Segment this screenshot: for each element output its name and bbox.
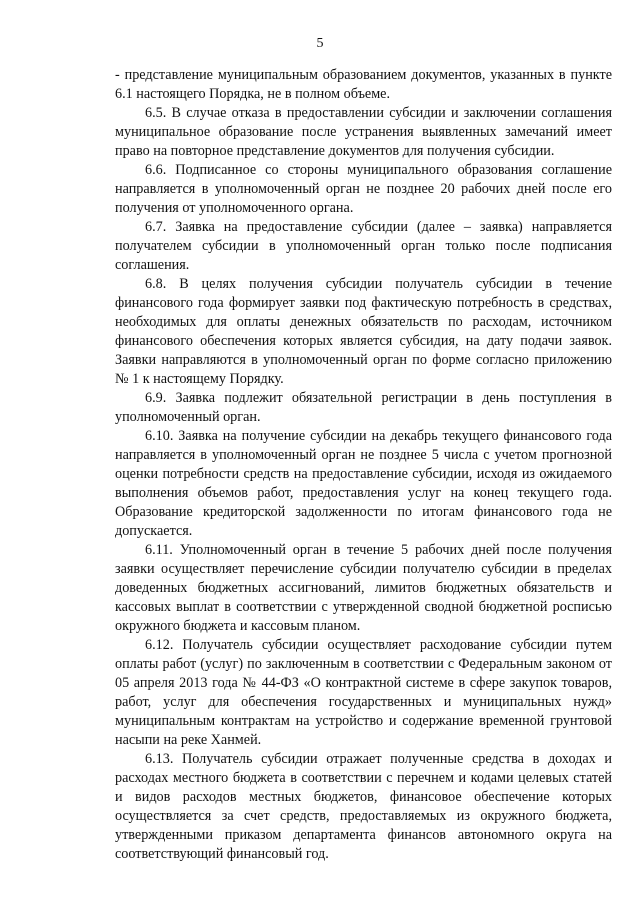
paragraph-6-12: 6.12. Получатель субсидии осуществляет расходование субсидии путем оплаты работ (услуг) по заключенным в соответствии с Федеральным законом от 05 апреля 2013 года № 44-ФЗ «О контрактной системе в сфере закупок товаров, работ, услуг для обеспечения государственных и муниципальных нужд» муниципальным контрактам на устройство и содержание временной грунтовой насыпи на реке Ханмей. (115, 637, 612, 748)
paragraph-6-4-item: - представление муниципальным образованием документов, указанных в пункте 6.1 настоящего Порядка, не в полном объеме. (115, 67, 612, 102)
paragraph-6-9: 6.9. Заявка подлежит обязательной регистрации в день поступления в уполномоченный орган. (115, 390, 612, 425)
paragraph-6-11: 6.11. Уполномоченный орган в течение 5 рабочих дней после получения заявки осуществляет перечисление субсидии получателю субсидии в пределах доведенных бюджетных ассигнований, лимитов бюджетных обязательств и кассовых выплат в соответствии с утвержденной сводной бюджетной росписью окружного бюджета и кассовым планом. (115, 542, 612, 634)
paragraph-6-6: 6.6. Подписанное со стороны муниципального образования соглашение направляется в уполномоченный орган не позднее 20 рабочих дней после его получения от уполномоченного органа. (115, 162, 612, 216)
paragraph-6-10: 6.10. Заявка на получение субсидии на декабрь текущего финансового года направляется в уполномоченный орган не позднее 5 числа с учетом прогнозной оценки потребности средств на предоставление субсидии, исходя из ожидаемого выполнения объемов работ, предоставления услуг на конец текущего года. Образование кредиторской задолженности по итогам финансового года не допускается. (115, 428, 612, 539)
document-body (115, 66, 612, 864)
page-number: 5 (316, 36, 324, 51)
paragraph-6-7: 6.7. Заявка на предоставление субсидии (далее – заявка) направляется получателем субсидии в уполномоченный орган только после подписания соглашения. (115, 219, 612, 273)
paragraph-6-13: 6.13. Получатель субсидии отражает полученные средства в доходах и расходах местного бюджета в соответствии с перечнем и кодами целевых статей и видов расходов местных бюджетов, финансовое обеспечение которых осуществляется за счет средств, предоставляемых из окружного бюджета, утвержденными приказом департамента финансов автономного округа на соответствующий финансовый год. (115, 751, 612, 862)
paragraph-6-5: 6.5. В случае отказа в предоставлении субсидии и заключении соглашения муниципальное образование после устранения выявленных замечаний имеет право на повторное представление документов для получения субсидии. (115, 105, 612, 159)
paragraph-6-8: 6.8. В целях получения субсидии получатель субсидии в течение финансового года формирует заявки под фактическую потребность в средствах, необходимых для оплаты денежных обязательств по расходам, источником финансового обеспечения которых является субсидия, на дату подачи заявок. Заявки направляются в уполномоченный орган по форме согласно приложению № 1 к настоящему Порядку. (115, 276, 612, 387)
